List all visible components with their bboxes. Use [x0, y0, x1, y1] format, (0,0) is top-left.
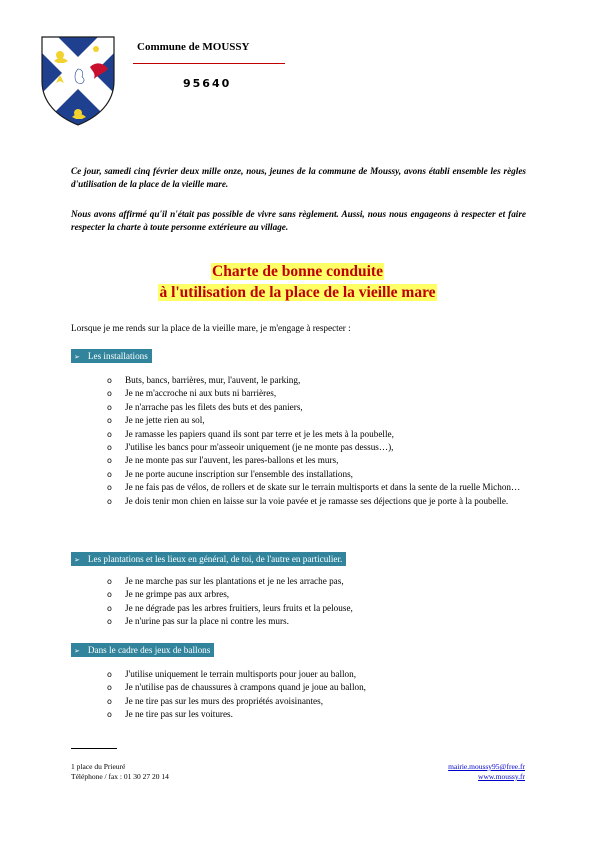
commune-name: Commune de MOUSSY [137, 41, 250, 53]
footer-contact-block [448, 762, 525, 782]
list-item: o Je ne porte aucune inscription sur l'ensemble des installations, [107, 468, 527, 481]
circle-bullet-icon: o [107, 469, 112, 479]
circle-bullet-icon: o [107, 590, 112, 600]
circle-bullet-icon: o [107, 496, 112, 506]
circle-bullet-icon: o [107, 617, 112, 627]
list-item: o Je ne monte pas sur l'auvent, les pares-ballons et les murs, [107, 454, 527, 467]
circle-bullet-icon: o [107, 429, 112, 439]
section-heading-installations: ➢ Les installations [71, 349, 152, 363]
list-item: o Je ne m'accroche ni aux buts ni barrières, [107, 387, 527, 400]
circle-bullet-icon: o [107, 577, 112, 586]
circle-bullet-icon: o [107, 696, 112, 706]
circle-bullet-icon: o [107, 670, 112, 679]
list-item: o Je ne dégrade pas les arbres fruitiers, leurs fruits et la pelouse, [107, 602, 527, 615]
footer-email-link[interactable]: mairie.moussy95@free.fr [448, 762, 525, 771]
circle-bullet-icon: o [107, 456, 112, 466]
lead-sentence: Lorsque je me rends sur la place de la vieille mare, je m'engage à respecter : [71, 323, 351, 333]
circle-bullet-icon: o [107, 683, 112, 693]
list-item: o Je n'arrache pas les filets des buts et des paniers, [107, 401, 527, 414]
arrow-bullet-icon: ➢ [74, 556, 80, 564]
list-item: o Je ne fais pas de vélos, de rollers et de skate sur le terrain multisports et dans la sente de la ruelle Michon… [107, 481, 527, 494]
header-divider [133, 63, 285, 64]
list-item: o Je ne grimpe pas aux arbres, [107, 588, 527, 601]
list-item: o J'utilise uniquement le terrain multisports pour jouer au ballon, [107, 668, 527, 681]
list-item: o J'utilise les bancs pour m'asseoir uniquement (je ne monte pas dessus…), [107, 441, 527, 454]
list-item: o Je ne jette rien au sol, [107, 414, 527, 427]
circle-bullet-icon: o [107, 443, 112, 453]
footer-phone: Téléphone / fax : 01 30 27 20 14 [71, 772, 169, 781]
arrow-bullet-icon: ➢ [74, 353, 80, 361]
circle-bullet-icon: o [107, 416, 112, 426]
section-heading-ball-games: ➢ Dans le cadre des jeux de ballons [71, 643, 214, 657]
list-item: o Je n'utilise pas de chaussures à crampons quand je joue au ballon, [107, 681, 527, 694]
list-item: o Je ramasse les papiers quand ils sont par terre et je les mets à la poubelle, [107, 428, 527, 441]
circle-bullet-icon: o [107, 389, 112, 399]
charter-title-line-1: Charte de bonne conduite [212, 263, 383, 280]
intro-paragraph-1: Ce jour, samedi cinq février deux mille onze, nous, jeunes de la commune de Moussy, avons établi ensemble les règles d'utilisation de la place de la vieille mare. [71, 166, 526, 189]
list-item: o Je ne marche pas sur les plantations et je ne les arrache pas, [107, 575, 527, 588]
list-item: o Je dois tenir mon chien en laisse sur la voie pavée et je ramasse ses déjections que je porte à la poubelle. [107, 495, 527, 508]
footer-address-block [71, 762, 169, 782]
arrow-bullet-icon: ➢ [74, 647, 80, 655]
circle-bullet-icon: o [107, 483, 112, 493]
list-item: o Buts, bancs, barrières, mur, l'auvent, le parking, [107, 374, 527, 387]
circle-bullet-icon: o [107, 376, 112, 385]
postal-code: 95640 [183, 77, 232, 90]
circle-bullet-icon: o [107, 402, 112, 412]
circle-bullet-icon: o [107, 603, 112, 613]
intro-paragraph-2: Nous avons affirmé qu'il n'était pas possible de vivre sans règlement. Aussi, nous nous engageons à respecter et faire respecter la charte à toute personne extérieure au village. [71, 209, 526, 232]
list-item: o Je ne tire pas sur les voitures. [107, 708, 527, 721]
coat-of-arms-logo [38, 33, 118, 129]
list-item: o Je ne tire pas sur les murs des propriétés avoisinantes, [107, 695, 527, 708]
charter-title-line-2: à l'utilisation de la place de la vieille mare [159, 284, 436, 301]
footer-address: 1 place du Prieuré [71, 762, 126, 771]
installations-list [107, 374, 527, 508]
footer-website-link[interactable]: www.moussy.fr [478, 772, 525, 781]
footer-divider [71, 748, 117, 749]
ball-games-list [107, 668, 527, 722]
plantations-list [107, 575, 527, 629]
section-heading-plantations: ➢ Les plantations et les lieux en général, de toi, de l'autre en particulier. [71, 552, 346, 566]
list-item: o Je n'urine pas sur la place ni contre les murs. [107, 615, 527, 628]
circle-bullet-icon: o [107, 710, 112, 720]
